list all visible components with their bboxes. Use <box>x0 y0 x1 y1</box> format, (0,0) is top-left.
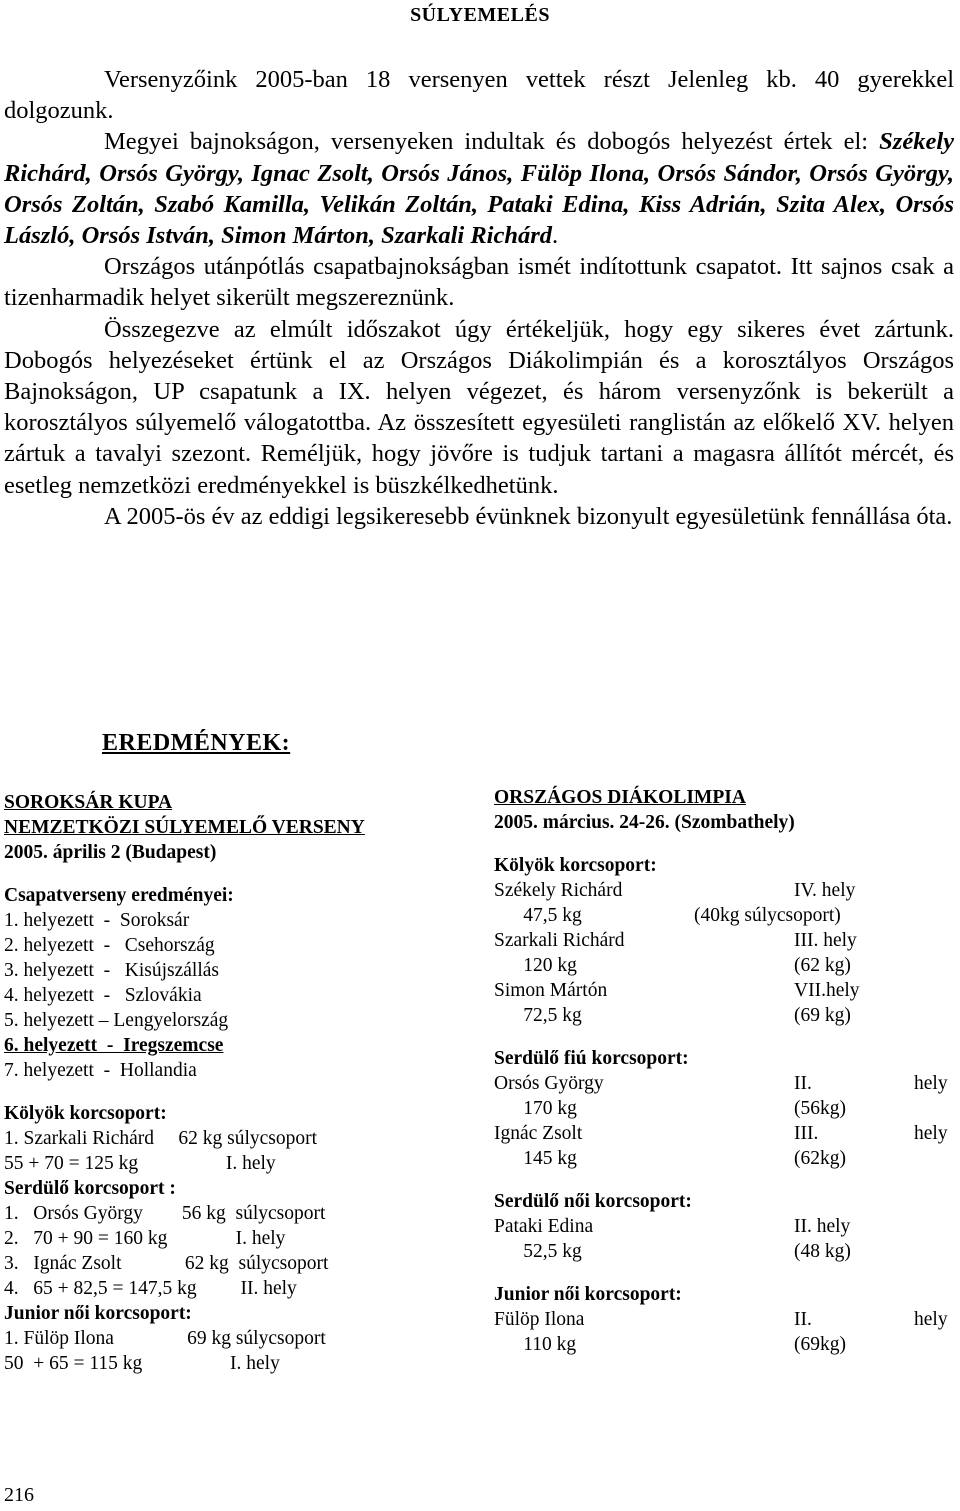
result-placement: III. hely <box>794 930 857 951</box>
intro-paragraph-3: Országos utánpótlás csapatbajnokságban ismét indítottunk csapatot. Itt sajnos csak a tizenharmadik helyet sikerült megszereznünk. <box>4 253 954 312</box>
competition-date: 2005. április 2 (Budapest) <box>4 842 217 863</box>
result-row <box>494 1307 954 1332</box>
page-title: SÚLYEMELÉS <box>410 4 550 26</box>
serdulo-fiu-results <box>494 1071 954 1171</box>
competition-date: 2005. március. 24-26. (Szombathely) <box>494 812 795 833</box>
result-row <box>494 903 954 928</box>
result-placement: III. <box>794 1123 819 1144</box>
results-heading: EREDMÉNYEK: <box>102 730 291 756</box>
result-athlete: 52,5 kg <box>494 1241 582 1262</box>
result-placement: IV. hely <box>794 880 856 901</box>
junior-heading: Junior női korcsoport: <box>4 1303 192 1324</box>
list-item: 1. Orsós György 56 kg súlycsoport <box>4 1203 326 1224</box>
result-placement: II. <box>794 1073 812 1094</box>
result-hely: hely <box>914 1309 948 1330</box>
result-row <box>494 1332 954 1357</box>
intro-paragraph-5: A 2005-ös év az eddigi legsikeresebb évünknek bizonyult egyesületünk fennállása óta. <box>104 502 953 530</box>
result-placement: (62 kg) <box>794 955 851 976</box>
result-row <box>494 953 954 978</box>
junior-heading: Junior női korcsoport: <box>494 1284 682 1305</box>
kolyok-results <box>494 878 954 1028</box>
result-athlete: Simon Mártón <box>494 980 608 1001</box>
kolyok-heading: Kölyök korcsoport: <box>4 1103 167 1124</box>
result-placement: (69 kg) <box>794 1005 851 1026</box>
result-athlete: 72,5 kg <box>494 1005 582 1026</box>
team-results-heading: Csapatverseny eredményei: <box>4 885 234 906</box>
list-item: 50 + 65 = 115 kg I. hely <box>4 1353 280 1374</box>
result-athlete: Szarkali Richárd <box>494 930 625 951</box>
result-athlete: 120 kg <box>494 955 577 976</box>
list-item: 5. helyezett – Lengyelország <box>4 1010 229 1031</box>
list-item: 1. Szarkali Richárd 62 kg súlycsoport <box>4 1128 318 1149</box>
result-placement: (40kg súlycsoport) <box>694 905 841 926</box>
kolyok-heading: Kölyök korcsoport: <box>494 855 657 876</box>
result-row <box>494 1071 954 1096</box>
result-row <box>494 1096 954 1121</box>
result-athlete: Ignác Zsolt <box>494 1123 583 1144</box>
team-results-list <box>4 908 454 1083</box>
list-item: 3. helyezett - Kisújszállás <box>4 960 219 981</box>
list-item: 4. 65 + 82,5 = 147,5 kg II. hely <box>4 1278 297 1299</box>
result-row <box>494 1239 954 1264</box>
list-item: 2. 70 + 90 = 160 kg I. hely <box>4 1228 286 1249</box>
result-athlete: Pataki Edina <box>494 1216 594 1237</box>
competition-name-1: SOROKSÁR KUPA <box>4 792 173 813</box>
result-row <box>494 1146 954 1171</box>
result-placement: VII.hely <box>794 980 860 1001</box>
result-athlete: Székely Richárd <box>494 880 623 901</box>
serdulo-fiu-heading: Serdülő fiú korcsoport: <box>494 1048 689 1069</box>
serdulo-heading: Serdülő korcsoport : <box>4 1178 176 1199</box>
junior-results <box>494 1307 954 1357</box>
list-item-highlighted: 6. helyezett - Iregszemcse <box>4 1035 224 1056</box>
result-row <box>494 1214 954 1239</box>
result-hely: hely <box>914 1073 948 1094</box>
serdulo-noi-heading: Serdülő női korcsoport: <box>494 1191 692 1212</box>
result-placement: (56kg) <box>794 1098 846 1119</box>
result-athlete: Orsós György <box>494 1073 604 1094</box>
athlete-names: Székely Richárd, Orsós György, Ignac Zsolt, Orsós János, Fülöp Ilona, Orsós Sándor, Orsós György, Orsós Zoltán, Szabó Kamilla, Velikán Zoltán, Pataki Edina, Kiss Adrián, Szita Alex, Orsós László, Orsós István, Simon Márton, Szarkali Richárd <box>4 128 954 250</box>
result-placement: II. hely <box>794 1216 851 1237</box>
competition-name: ORSZÁGOS DIÁKOLIMPIA <box>494 787 746 808</box>
result-placement: (69kg) <box>794 1334 846 1355</box>
intro-p2-start: Megyei bajnokságon, versenyeken indultak és dobogós helyezést értek el: <box>104 128 880 156</box>
result-athlete: 47,5 kg <box>494 905 582 926</box>
intro-paragraph-2 <box>4 126 954 251</box>
intro-paragraph-4: Összegezve az elmúlt időszakot úgy értékeljük, hogy egy sikeres évet zártunk. Dobogós helyezéseket értünk el az Országos Diákolimpián és a korosztályos Országos Bajnokságon, UP csapatunk a IX. helyen végezet, és három versenyzőnk is bekerült a korosztályos súlyemelő válogatottba. Az összesített egyesületi ranglistán az előkelő XV. helyen zártuk a tavalyi szezont. Reméljük, hogy jövőre is tudjuk tartani a magasra állítót mércét, és esetleg nemzetközi eredményekkel is büszkélkedhetünk. <box>4 315 954 499</box>
result-placement: (48 kg) <box>794 1241 851 1262</box>
result-row <box>494 978 954 1003</box>
list-item: 3. Ignác Zsolt 62 kg súlycsoport <box>4 1253 329 1274</box>
list-item: 55 + 70 = 125 kg I. hely <box>4 1153 276 1174</box>
list-item: 1. helyezett - Soroksár <box>4 910 190 931</box>
list-item: 4. helyezett - Szlovákia <box>4 985 202 1006</box>
result-row <box>494 1003 954 1028</box>
right-results-column <box>494 785 954 1357</box>
competition-name-2: NEMZETKÖZI SÚLYEMELŐ VERSENY <box>4 817 365 838</box>
result-hely: hely <box>914 1123 948 1144</box>
intro-p2-end: . <box>552 222 559 250</box>
result-athlete: 110 kg <box>494 1334 577 1355</box>
page-number: 216 <box>4 1484 34 1506</box>
list-item: 1. Fülöp Ilona 69 kg súlycsoport <box>4 1328 326 1349</box>
left-results-column <box>4 790 454 1376</box>
list-item: 7. helyezett - Hollandia <box>4 1060 197 1081</box>
result-athlete: Fülöp Ilona <box>494 1309 585 1330</box>
result-athlete: 145 kg <box>494 1148 577 1169</box>
result-row <box>494 878 954 903</box>
serdulo-noi-results <box>494 1214 954 1264</box>
result-row <box>494 928 954 953</box>
list-item: 2. helyezett - Csehország <box>4 935 215 956</box>
result-placement: II. <box>794 1309 812 1330</box>
intro-text <box>4 64 954 532</box>
result-placement: (62kg) <box>794 1148 846 1169</box>
result-athlete: 170 kg <box>494 1098 577 1119</box>
result-row <box>494 1121 954 1146</box>
intro-paragraph-1: Versenyzőink 2005-ban 18 versenyen vettek részt Jelenleg kb. 40 gyerekkel dolgozunk. <box>4 66 954 125</box>
